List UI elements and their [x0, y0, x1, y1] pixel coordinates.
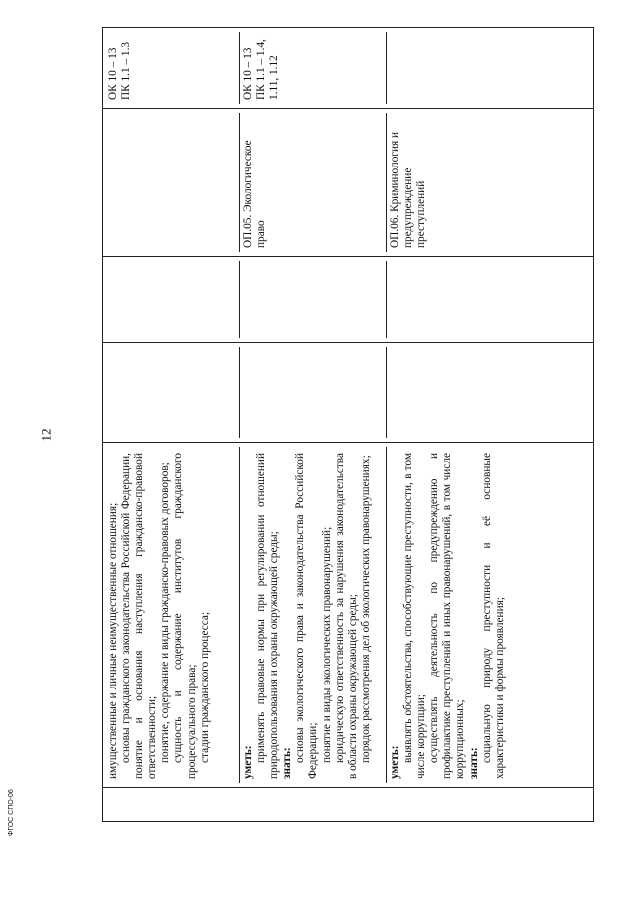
page-number: 12	[38, 428, 54, 442]
competencies-cell: ОК 10 – 13 ПК 1.1 – 1.4, 1.11, 1.12	[239, 32, 386, 104]
content-section	[105, 447, 239, 783]
discipline-cell: ОП.05. Экологическое право	[239, 113, 386, 252]
content-line: выявлять обстоятельства, способствующие преступности, в том числе коррупции;	[402, 453, 428, 779]
section-heading: уметь:	[389, 745, 401, 779]
competencies-cell	[386, 32, 391, 104]
content-line: стадии гражданского процесса;	[198, 611, 211, 763]
section-heading: знать:	[281, 747, 294, 779]
content-line: осуществлять деятельность по предупреждению и профилактике преступлений и иных правонарушений, в том числе коррупционных;	[428, 453, 467, 779]
content-line: сущность и содержание институтов гражданского процессуального права;	[172, 453, 198, 779]
rotated-page	[102, 28, 594, 822]
content-section	[239, 447, 386, 783]
content-line: основы экологического права и законодательства Российской Федерации;	[294, 453, 320, 779]
empty-column	[103, 343, 594, 443]
content-line: понятие и виды экологических правонарушений;	[320, 526, 333, 763]
content-line: порядок рассмотрения дел об экологических правонарушениях;	[359, 455, 372, 763]
discipline-cell	[105, 113, 239, 252]
content-line: основы гражданского законодательства Российской Федерации, понятие и основания наступления гражданско-правовой ответственности;	[120, 453, 159, 779]
footer-code: ФГОС СПО-06	[8, 789, 15, 836]
empty-column	[103, 257, 594, 343]
section-heading: уметь:	[242, 745, 254, 779]
content-line: понятие, содержание и виды гражданско-правовых договоров;	[159, 462, 172, 763]
discipline-column	[103, 109, 594, 257]
content-line: юридическую ответственность за нарушения законодательства в области охраны окружающей среды;	[333, 453, 359, 779]
competencies-column	[103, 28, 594, 109]
competencies-cell: ОК 10 – 13 ПК 1.1 – 1.3	[107, 41, 133, 100]
content-section	[386, 447, 509, 783]
section-heading: знать:	[467, 747, 480, 779]
curriculum-table	[102, 27, 594, 822]
discipline-cell: ОП.06. Криминология и предупреждение преступлений	[386, 113, 430, 252]
content-line: социальную природу преступности и её основные характеристики и формы проявления;	[480, 453, 506, 779]
content-line: имущественные и личные неимущественные отношения;	[107, 502, 119, 779]
empty-column-cell	[103, 788, 594, 822]
content-column	[103, 443, 594, 788]
content-line: применять правовые нормы при регулировании отношений природопользования и охраны окружающей среды;	[255, 453, 281, 779]
